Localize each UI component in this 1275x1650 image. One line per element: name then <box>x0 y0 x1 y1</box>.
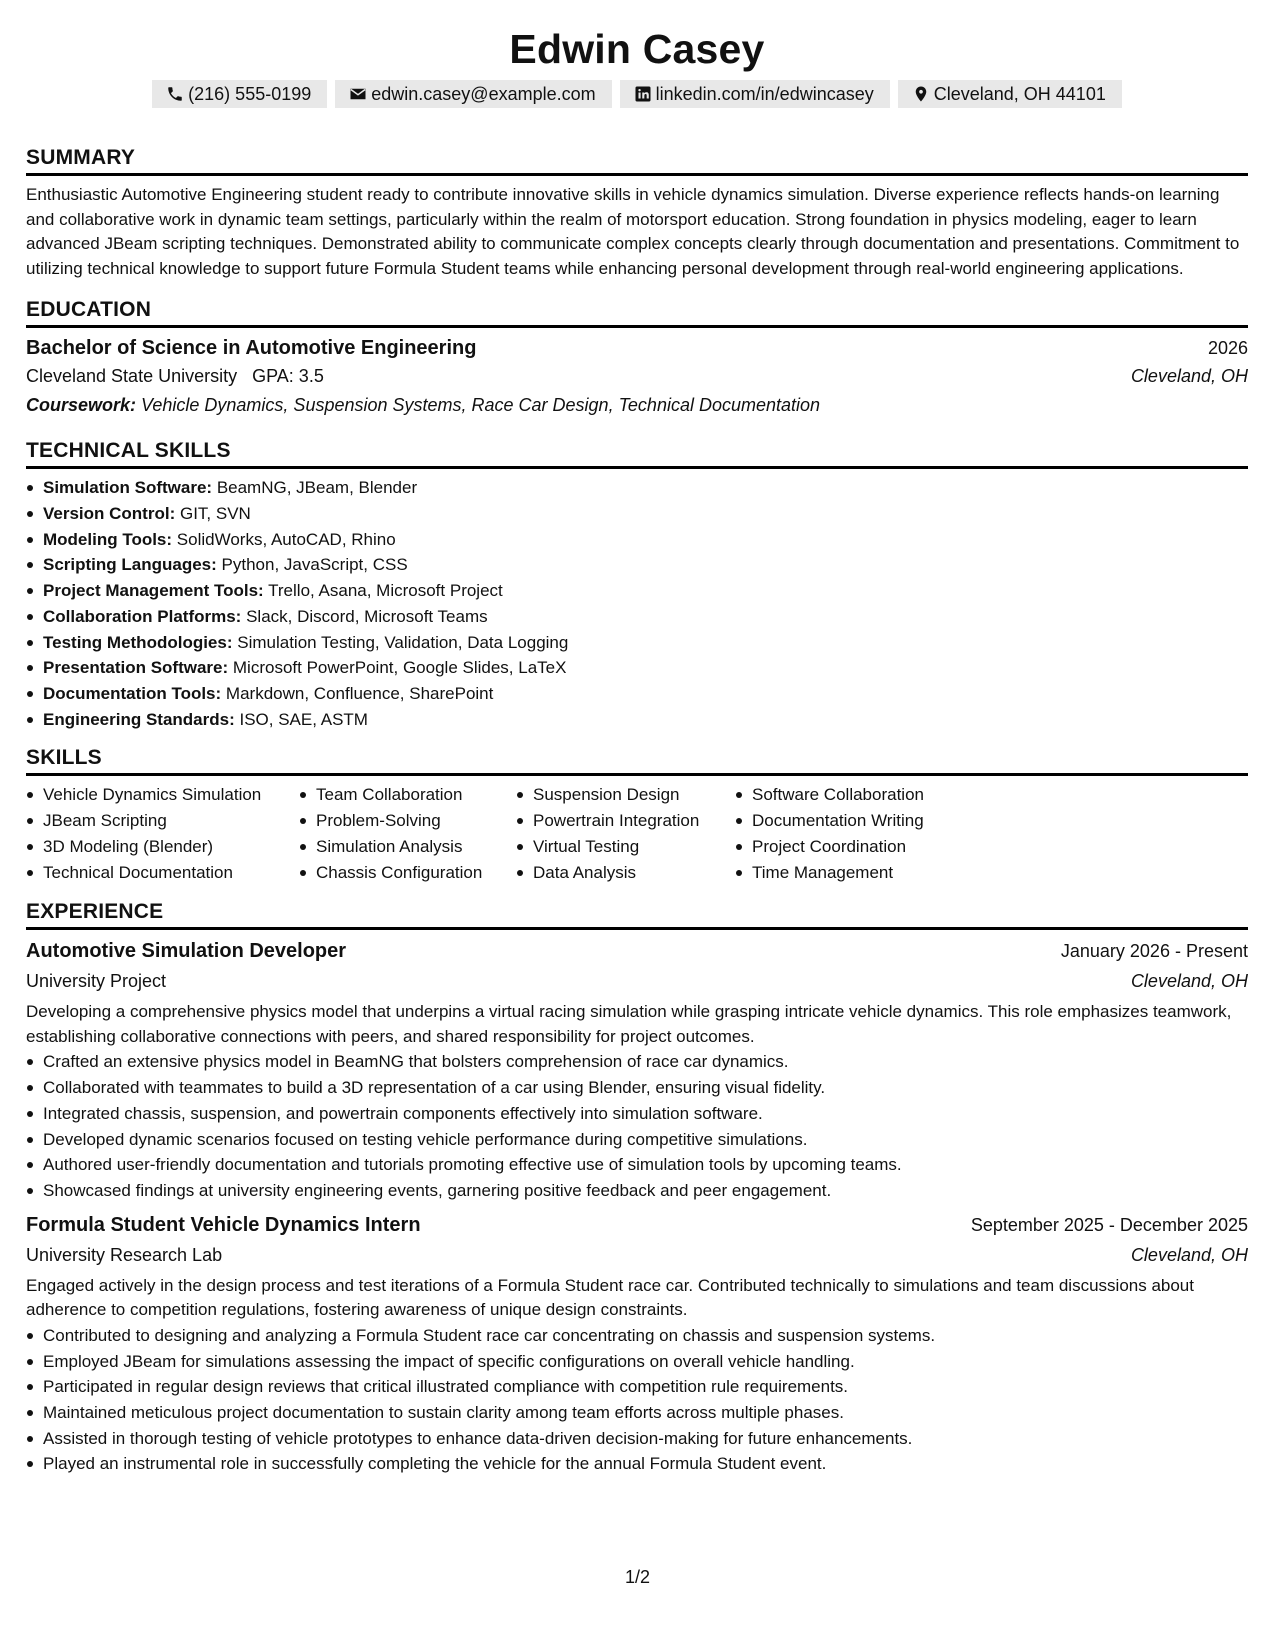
job-description: Developing a comprehensive physics model that underpins a virtual racing simulation while grasping intricate vehicle dynamics. This role emphasizes teamwork, establishing collaborative connections with peers, and shared responsibility for project outcomes. <box>26 1002 1232 1046</box>
list-item: Integrated chassis, suspension, and powertrain components effectively into simulation software. <box>26 1101 1248 1127</box>
skill-values: Simulation Testing, Validation, Data Logging <box>237 632 569 652</box>
experience-header <box>26 1210 1248 1240</box>
job-description: Engaged actively in the design process and test iterations of a Formula Student race car. Contributed technically to simulations and team discussions about adherence to competition regulations, fostering awareness of unique design constraints. <box>26 1275 1194 1320</box>
experience-header <box>26 936 1248 966</box>
list-item <box>26 552 1248 578</box>
section-title-education: EDUCATION <box>26 297 1248 328</box>
list-item <box>26 655 1248 681</box>
list-item <box>26 630 1248 656</box>
list-item: Crafted an extensive physics model in BeamNG that bolsters comprehension of race car dynamics. <box>26 1049 1248 1075</box>
envelope-icon <box>349 85 367 103</box>
list-item: Vehicle Dynamics Simulation <box>26 782 299 808</box>
contact-bar <box>26 80 1248 108</box>
list-item: Contributed to designing and analyzing a Formula Student race car concentrating on chassis and suspension systems. <box>26 1323 1248 1349</box>
list-item: Time Management <box>735 860 995 886</box>
list-item: Team Collaboration <box>299 782 516 808</box>
skills-grid <box>26 782 1248 885</box>
skill-category: Documentation Tools: <box>43 684 222 703</box>
skill-values: BeamNG, JBeam, Blender <box>216 478 418 498</box>
skills-column <box>516 782 735 885</box>
location-text: Cleveland, OH 44101 <box>933 83 1106 104</box>
job-title: Automotive Simulation Developer <box>26 940 347 963</box>
skill-values: ISO, SAE, ASTM <box>239 709 368 729</box>
list-item: Showcased findings at university engineering events, garnering positive feedback and peer engagement. <box>26 1178 1248 1204</box>
list-item <box>26 475 1248 501</box>
list-item: Authored user-friendly documentation and tutorials promoting effective use of simulation tools by upcoming teams. <box>26 1152 1248 1178</box>
skills-column <box>299 782 516 885</box>
list-item: JBeam Scripting <box>26 808 299 834</box>
skill-category: Simulation Software: <box>43 478 213 498</box>
skills-column <box>735 782 995 885</box>
skill-category: Engineering Standards: <box>43 709 235 729</box>
school-location: Cleveland, OH <box>1130 366 1248 387</box>
linkedin-icon <box>634 85 652 103</box>
organization: University Research Lab <box>26 1244 223 1265</box>
page-number: 1/2 <box>624 1567 651 1587</box>
list-item <box>26 501 1248 527</box>
phone-text: (216) 555-0199 <box>188 83 312 104</box>
list-item <box>26 527 1248 553</box>
list-item: Employed JBeam for simulations assessing the impact of specific configurations on overall vehicle handling. <box>26 1349 1248 1375</box>
list-item <box>26 681 1248 707</box>
coursework-label: Coursework: <box>26 395 137 416</box>
phone-icon <box>166 85 184 103</box>
coursework-line <box>26 390 1248 420</box>
experience-subheader <box>26 966 1248 996</box>
skill-values: Markdown, Confluence, SharePoint <box>225 684 494 703</box>
list-item: Developed dynamic scenarios focused on testing vehicle performance during competitive simulations. <box>26 1127 1248 1153</box>
technical-skills-list <box>26 475 1248 732</box>
list-item: Assisted in thorough testing of vehicle prototypes to enhance data-driven decision-making for future enhancements. <box>26 1426 1248 1452</box>
contact-email[interactable] <box>335 80 611 108</box>
skill-values: Slack, Discord, Microsoft Teams <box>246 606 488 626</box>
degree-title: Bachelor of Science in Automotive Engineering <box>26 337 477 360</box>
linkedin-text: linkedin.com/in/edwincasey <box>655 83 874 104</box>
job-bullets <box>26 1049 1248 1203</box>
list-item: Data Analysis <box>516 860 735 886</box>
section-title-technical-skills: TECHNICAL SKILLS <box>26 438 1248 469</box>
job-bullets <box>26 1323 1248 1477</box>
list-item: Collaborated with teammates to build a 3D representation of a car using Blender, ensuring visual fidelity. <box>26 1075 1248 1101</box>
email-text: edwin.casey@example.com <box>371 83 596 104</box>
list-item: Simulation Analysis <box>299 834 516 860</box>
skill-values: Trello, Asana, Microsoft Project <box>268 581 503 601</box>
list-item <box>26 604 1248 630</box>
candidate-name: Edwin Casey <box>509 26 765 72</box>
resume-content <box>26 0 1248 1477</box>
job-dates: September 2025 - December 2025 <box>970 1214 1248 1235</box>
section-title-skills: SKILLS <box>26 745 1248 776</box>
map-pin-icon <box>912 85 930 103</box>
skill-category: Modeling Tools: <box>43 529 173 549</box>
list-item: Software Collaboration <box>735 782 995 808</box>
education-subheader <box>26 362 1248 390</box>
school-line <box>26 362 324 390</box>
skill-values: Microsoft PowerPoint, Google Slides, LaTeX <box>232 658 567 678</box>
job-dates: January 2026 - Present <box>1060 941 1248 962</box>
list-item: Problem-Solving <box>299 808 516 834</box>
skills-column <box>26 782 299 885</box>
contact-location <box>898 80 1122 108</box>
school-name: Cleveland State University <box>26 366 238 387</box>
list-item: Documentation Writing <box>735 808 995 834</box>
skill-category: Presentation Software: <box>43 658 229 678</box>
list-item: 3D Modeling (Blender) <box>26 834 299 860</box>
list-item <box>26 578 1248 604</box>
list-item: Project Coordination <box>735 834 995 860</box>
skill-category: Testing Methodologies: <box>43 632 233 652</box>
experience-entry <box>26 936 1248 1203</box>
list-item: Participated in regular design reviews that critical illustrated compliance with competition rule requirements. <box>26 1374 1248 1400</box>
skill-category: Scripting Languages: <box>43 555 217 575</box>
skill-values: SolidWorks, AutoCAD, Rhino <box>176 529 396 549</box>
experience-entry <box>26 1210 1248 1477</box>
skill-category: Collaboration Platforms: <box>43 606 242 626</box>
list-item: Virtual Testing <box>516 834 735 860</box>
list-item <box>26 707 1248 733</box>
skill-values: GIT, SVN <box>179 504 251 524</box>
education-header <box>26 334 1248 362</box>
coursework-list: Vehicle Dynamics, Suspension Systems, Race Car Design, Technical Documentation <box>141 395 821 416</box>
summary-text: Enthusiastic Automotive Engineering student ready to contribute innovative skills in vehicle dynamics simulation. Diverse experience reflects hands-on learning and collaborative work in dynamic team settings, particularly within the realm of motorsport education. Strong foundation in physics modeling, eager to learn advanced JBeam scripting techniques. Demonstrated ability to communicate complex concepts clearly through documentation and presentations. Commitment to utilizing technical knowledge to support future Formula Student teams while enhancing personal development through real-world engineering applications. <box>26 185 1240 278</box>
job-title: Formula Student Vehicle Dynamics Intern <box>26 1213 421 1236</box>
section-title-experience: EXPERIENCE <box>26 899 1248 930</box>
list-item: Suspension Design <box>516 782 735 808</box>
organization: University Project <box>26 971 167 992</box>
skill-category: Project Management Tools: <box>43 581 264 601</box>
skill-values: Python, JavaScript, CSS <box>221 555 408 575</box>
job-location: Cleveland, OH <box>1130 971 1248 992</box>
section-title-summary: SUMMARY <box>26 145 1248 176</box>
job-location: Cleveland, OH <box>1130 1244 1248 1265</box>
contact-linkedin[interactable] <box>620 80 890 108</box>
contact-phone[interactable] <box>152 80 327 108</box>
list-item: Played an instrumental role in successfully completing the vehicle for the annual Formula Student event. <box>26 1451 1248 1477</box>
list-item: Technical Documentation <box>26 860 299 886</box>
skill-category: Version Control: <box>43 504 176 524</box>
experience-subheader <box>26 1240 1248 1270</box>
graduation-year: 2026 <box>1207 338 1248 359</box>
gpa: GPA: 3.5 <box>252 366 324 387</box>
list-item: Chassis Configuration <box>299 860 516 886</box>
list-item: Maintained meticulous project documentation to sustain clarity among team efforts across multiple phases. <box>26 1400 1248 1426</box>
list-item: Powertrain Integration <box>516 808 735 834</box>
